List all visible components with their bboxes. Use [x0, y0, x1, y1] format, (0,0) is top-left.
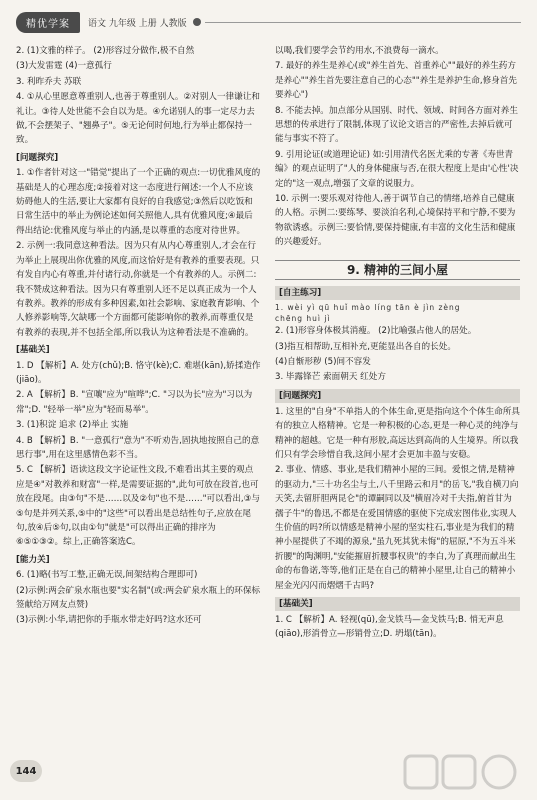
answer-paragraph: 1. ①作者针对这一"错觉"提出了一个正确的观点:一切优雅风度的基础是人的心理态度;②接着对这一态度进行阐述:一个人不应该妨碍他人的生活,要让大家都有良好的自我感觉;③然后以吃饭和日常生活中的举止为例论述如何关照他人,具有优雅风度;④最后得出结论:优雅风度与举止的内涵,是以尊重的态度对待世界。	[16, 168, 261, 236]
answer-paragraph: 2. 事业、情感、事业,是我们精神小屋的三间。爱恨之情,是精神的驱动力,"三十功名尘与土,八千里路云和月"的岳飞,"我自横刀向天笑,去留肝胆两昆仑"的谭嗣同以及"横眉冷对千夫指,俯首甘为孺子牛"的鲁迅,不都是在爱国情感的驱使下完成宏图伟业,实现人生价值的吗?所以情感是精神小屋的坚实柱石,事业是为我们的精神小屋提供了不竭的源泉,"虽九死其犹未悔"的屈原,"不为五斗米折腰"的陶渊明,"安能摧眉折腰事权贵"的李白,为了真理而献出生命的布鲁诺,等等,他们正是在自己的精神小屋里,让自己的精神小屋金光闪闪而熠熠千古吗?	[275, 465, 519, 591]
answer-paragraph: 4. ①从心里愿意尊重别人,也善于尊重别人。②对别人一律谦让和礼让。③待人处世能不会自以为是。④允诺别人的事一定尽力去做,不会摆架子、"翘鼻子"。⑤无论何时何地,行为举止都保持一致。	[16, 92, 260, 146]
page-number: 144	[10, 760, 42, 782]
answer-paragraph: (2)示例:两会矿泉水瓶也要"实名制"(或:两会矿泉水瓶上的环保标签献给万网友点赞)	[16, 585, 261, 611]
answer-paragraph: (3)示例:小华,请把你的手瓶水带走好吗?这水还可	[16, 615, 202, 626]
answer-paragraph: 2. A 【解析】B. "宣嚷"应为"喧哗";C. "习以为长"应为"习以为常";D. "轻举一举"应为"轻而易举"。	[16, 390, 253, 415]
answer-paragraph: 1. 这里的"自身"不单指人的个体生命,更是指向这个个体生命所具有的独立人格精神。它是一种积极的心态,更是一种心灵的纯净与精神的超越。它是一种有形胶,高远达到高尚的人生境界。所以我们只有学会珍惜自我,这间小屋才会更加丰盈与安稳。	[275, 406, 521, 460]
answer-paragraph: 4. B 【解析】B. "一意孤行"意为"不听劝告,固执地按照自己的意思行事",用在这里感情色彩不当。	[16, 435, 260, 460]
answer-paragraph: 8. 不能去掉。加点部分从国别、时代、领域、时间各方面对养生思想的传承进行了限制,体现了议论文语言的严密性,去掉后就可能与事实不符了。	[275, 105, 518, 145]
header-divider	[205, 22, 521, 23]
right-column	[275, 44, 520, 643]
book-info: 语文 九年级 上册 人教版	[88, 18, 187, 29]
answer-paragraph: 1. C 【解析】A. 轻视(qū),金戈铁马—金戈铁马;B. 悄无声息(qiāo),形消骨立—形销骨立;D. 坍塌(tān)。	[275, 615, 504, 640]
answer-paragraph: 以喝,我们要学会节约用水,不浪费每一滴水。	[275, 46, 444, 56]
page-header	[16, 10, 521, 34]
answer-paragraph: 10. 示例一:要乐观对待他人,善于调节自己的情绪,培养自己健康的人格。示例二:要练琴、要淡泊名利,心境保持平和宁静,不要为物欲诱惑。示例三:要恰情,要保持健康,有丰富的文化生活和健康的兴趣爱好。	[275, 194, 516, 248]
section-bar: [问题探究]	[275, 389, 520, 403]
answer-paragraph: 9. 引用论证(或道理论证) 如:引用清代名医尤乘的专著《寿世青编》的观点证明了"人的身体健康与否,在很大程度上是由'心性'决定的"这一观点,增强了文章的说服力。	[275, 149, 519, 189]
chapter-title: 9. 精神的三间小屋	[275, 260, 520, 280]
answer-paragraph: 2. 示例一:我同意这种看法。因为只有从内心尊重别人,才会在行为举止上展现出你优雅的风度,而这恰好是有教养的重要表现。只有发自内心有尊重,并付诸行动,你就是一个有教养的人。示例二:我不赞成这种看法。因为只有尊重别人还不足以真正成为一个人有教养。教养的形成有多种因素,如社会影响、家庭教育影响、个人修养影响等,欠缺哪一个方面都可能影响你的教养,而尊重仅是有教养的表现,并不包括全部,所以我认为这种看法是不准确的。	[16, 241, 260, 338]
answer-paragraph: (3)大发雷霆 (4)一意孤行	[16, 61, 112, 72]
answer-paragraph: (4)自惭形秽 (5)间不容发	[275, 356, 371, 367]
section-heading: [问题探究]	[16, 152, 59, 163]
answer-paragraph: 6. (1)略(书写工整,正确无误,间架结构合理即可)	[16, 570, 198, 581]
pinyin-line: 1. wèi yì qū huǐ mào líng tān è jìn zèng	[275, 303, 461, 313]
answer-paragraph: 2. (1)形容身体极其消瘦。 (2)比喻强占他人的居处。	[275, 326, 477, 337]
answer-paragraph: 5. C 【解析】语读这段文字论证性文段,不难看出其主要的观点应是④"对教养和财富"一样,是需要证据的",此句可放在段首,也可放在段尾。由③句"不是……以及②句"也不是……"可以看出,③与⑤句是并列关系,⑤中的"这些"可以看出是总结性句子,应放在尾句,放④后⑤句,以由①句"就是"可以得出正确的排序为⑥⑤①③②。综上,正确答案选C。	[16, 465, 260, 548]
section-bar: [基础关]	[275, 597, 520, 611]
section-bar: [自主练习]	[275, 286, 520, 300]
answer-paragraph: 3. 利昨乔夫 苏联	[16, 76, 82, 87]
answer-paragraph: (3)指互相帮助,互相补充,更能显出各自的长处。	[275, 341, 456, 352]
answer-columns	[16, 44, 521, 643]
brand-label: 精优学案	[16, 12, 80, 33]
section-heading: [基础关]	[16, 345, 50, 356]
watermark-logo-icon	[403, 752, 523, 792]
answer-paragraph: 2. (1)文雅的样子。 (2)形容过分做作,极不自然	[16, 46, 195, 56]
answer-paragraph: 3. (1)积淀 追求 (2)举止 实施	[16, 420, 129, 431]
answer-paragraph: 1. D 【解析】A. 处方(chǔ);B. 恪守(kè);C. 难堪(kān),娇揉造作(jiāo)。	[16, 360, 261, 385]
answer-paragraph: 7. 最好的养生是养心(或"养生首先、首重养心""最好的养生药方是养心""养生首先要注意自己的心态""养生是养护生命,修身首先要养心")	[275, 61, 517, 101]
bullet-icon	[193, 18, 201, 26]
left-column	[16, 44, 261, 643]
answer-paragraph: 3. 毕露锋芒 索面朝天 红处方	[275, 372, 386, 383]
pinyin-line: chēng huì jì	[275, 314, 331, 324]
section-heading: [能力关]	[16, 554, 50, 565]
